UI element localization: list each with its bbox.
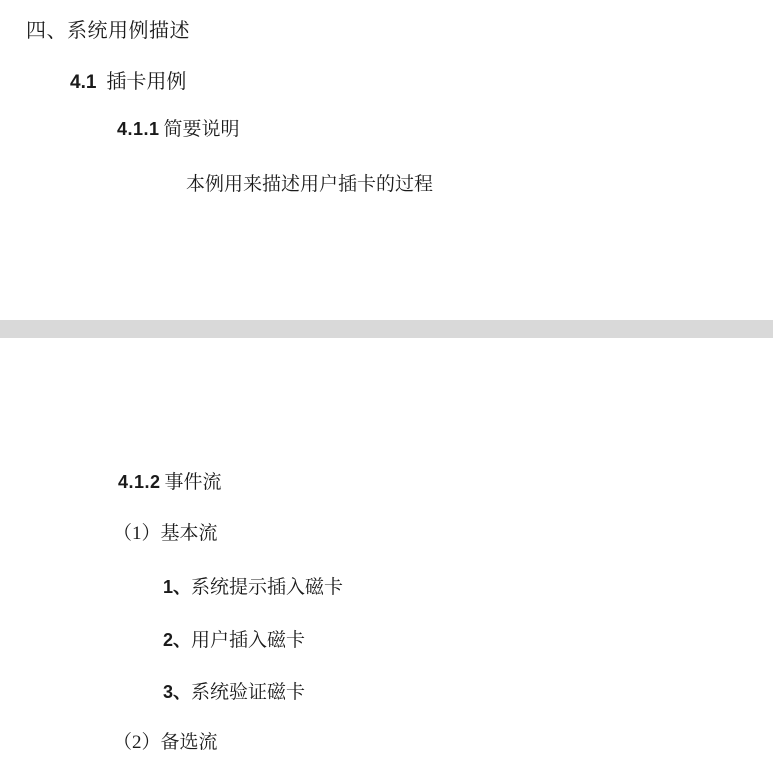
alternate-flow-label: （2）备选流 <box>113 732 218 753</box>
brief-body-text: 本例用来描述用户插卡的过程 <box>186 174 434 195</box>
subsection-heading <box>70 68 186 97</box>
event-flow-heading <box>118 470 222 497</box>
list-item <box>163 628 305 655</box>
event-flow-title: 事件流 <box>164 472 222 493</box>
event-flow-number: 4.1.2 <box>118 472 161 492</box>
section-heading: 四、系统用例描述 <box>26 20 190 42</box>
basic-flow-label: （1）基本流 <box>113 523 218 544</box>
brief-number: 4.1.1 <box>117 119 160 139</box>
list-item <box>163 575 343 602</box>
step-index: 1、 <box>163 577 192 597</box>
list-item <box>163 680 305 707</box>
step-text: 系统提示插入磁卡 <box>191 577 344 598</box>
step-index: 2、 <box>163 630 192 650</box>
brief-heading <box>117 117 240 144</box>
step-text: 系统验证磁卡 <box>191 682 306 703</box>
step-index: 3、 <box>163 682 192 702</box>
step-text: 用户插入磁卡 <box>191 630 306 651</box>
subsection-number: 4.1 <box>70 72 97 93</box>
brief-title: 简要说明 <box>163 119 240 140</box>
subsection-title: 插卡用例 <box>106 71 187 93</box>
page-separator-band <box>0 320 773 338</box>
